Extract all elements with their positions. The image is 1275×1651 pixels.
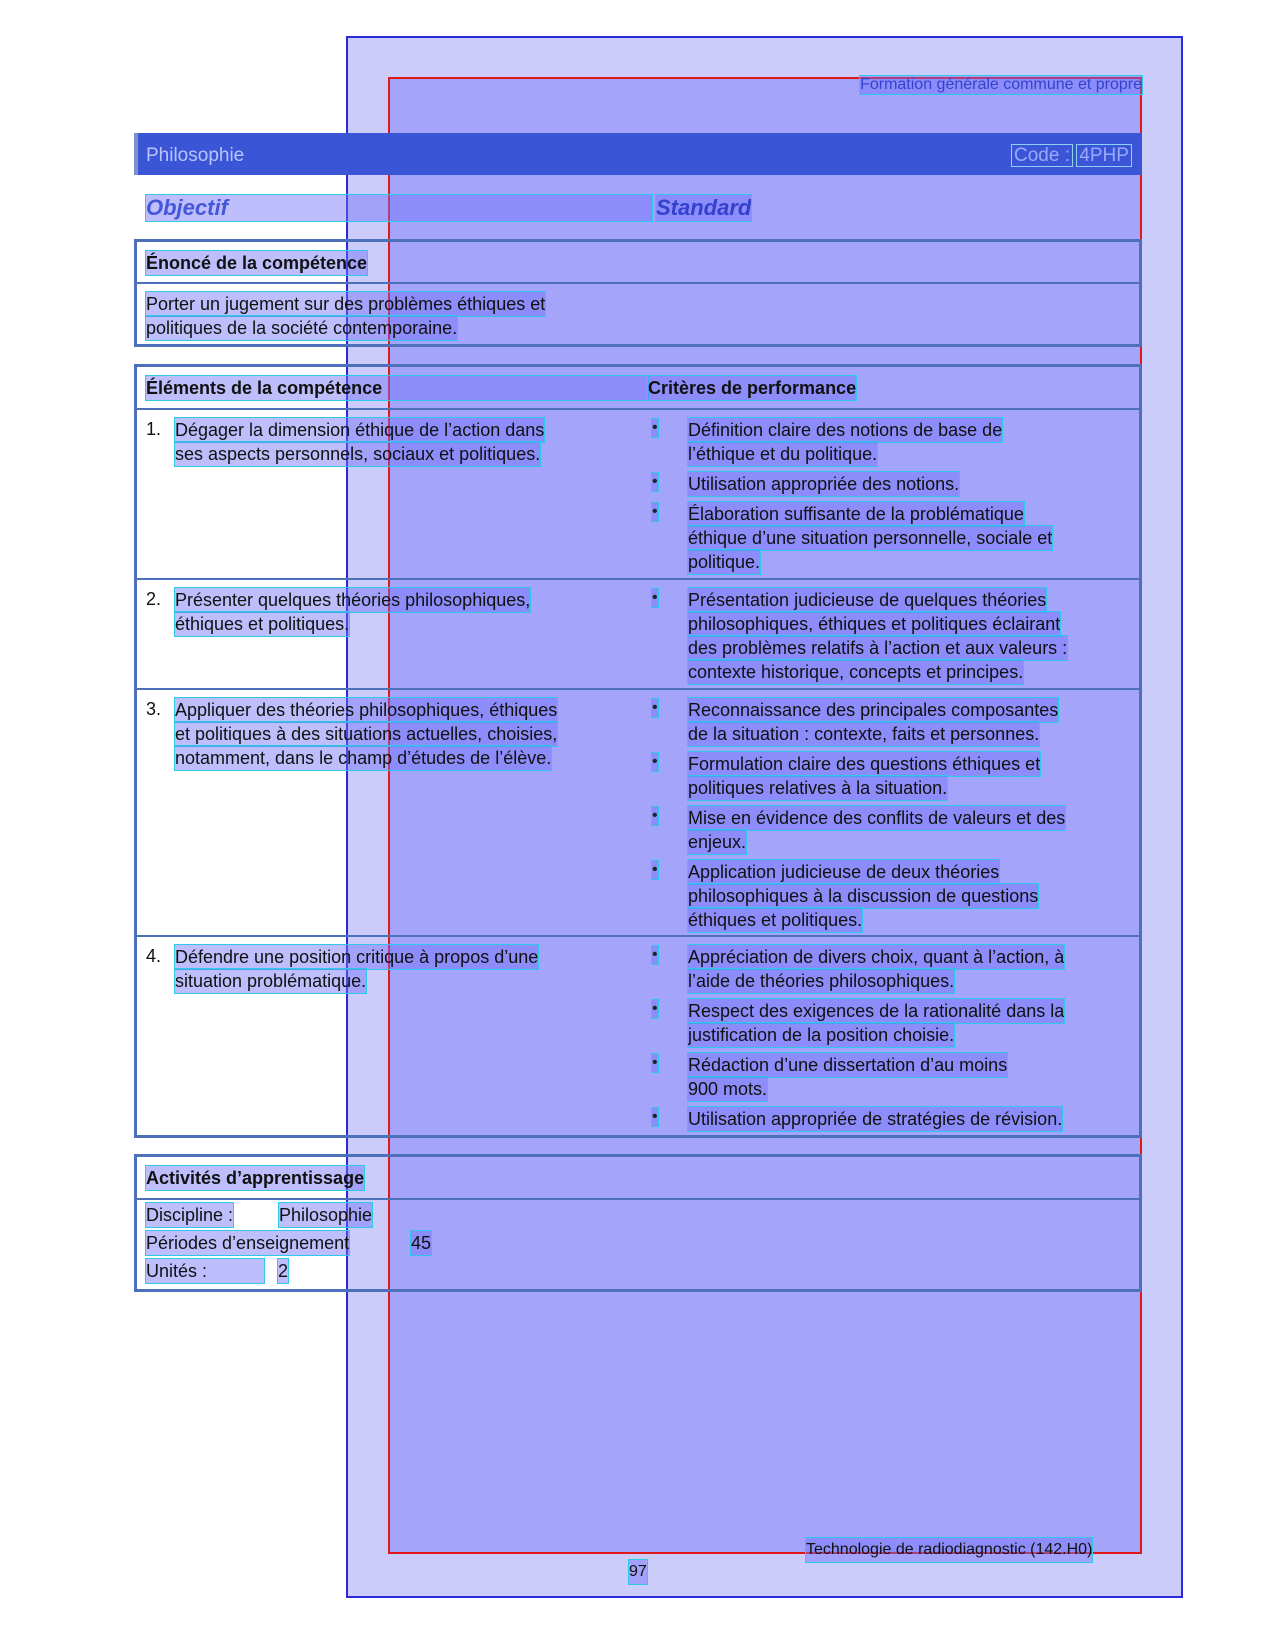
code-label: Code : xyxy=(1014,145,1070,166)
elements-heading: Éléments de la compétence xyxy=(146,376,648,400)
criterion-bullet: • xyxy=(652,589,658,606)
criterion-line: Élaboration suffisante de la problématique xyxy=(688,504,1024,524)
criterion-line: l’éthique et du politique. xyxy=(688,444,878,464)
periodes-value: 45 xyxy=(411,1233,432,1253)
activites-heading: Activités d’apprentissage xyxy=(146,1168,365,1188)
enonce-divider xyxy=(134,282,1142,284)
criterion-line: Formulation claire des questions éthiques et xyxy=(688,754,1041,774)
periodes-label: Périodes d’enseignement xyxy=(146,1233,350,1253)
header-note: Formation générale commune et propre xyxy=(860,76,1142,93)
element-divider-1 xyxy=(134,578,1142,580)
enonce-line-2: politiques de la société contemporaine. xyxy=(146,318,458,338)
criteres-heading: Critères de performance xyxy=(648,378,857,398)
criterion-bullet: • xyxy=(652,753,658,770)
criterion-line: Reconnaissance des principales composantes xyxy=(688,700,1059,720)
element-divider-3 xyxy=(134,935,1142,937)
elements-header-divider xyxy=(134,408,1142,410)
element-text-line: Défendre une position critique à propos d’une xyxy=(175,947,539,967)
element-number: 2. xyxy=(146,589,162,609)
criterion-line: Rédaction d’une dissertation d’au moins xyxy=(688,1055,1008,1075)
criterion-bullet: • xyxy=(652,503,658,520)
footer-program: Technologie de radiodiagnostic (142.H0) xyxy=(806,1538,1092,1562)
element-text-line: notamment, dans le champ d’études de l’élève. xyxy=(175,748,552,768)
course-title: Philosophie xyxy=(146,145,245,166)
criterion-line: politique. xyxy=(688,552,761,572)
discipline-value: Philosophie xyxy=(279,1205,373,1225)
activites-divider xyxy=(134,1198,1142,1200)
criterion-line: Respect des exigences de la rationalité dans la xyxy=(688,1001,1065,1021)
criterion-bullet: • xyxy=(652,861,658,878)
criterion-line: Appréciation de divers choix, quant à l’action, à xyxy=(688,947,1065,967)
element-text-line: ses aspects personnels, sociaux et politiques. xyxy=(175,444,541,464)
code-value: 4PHP xyxy=(1079,145,1129,166)
criterion-line: Définition claire des notions de base de xyxy=(688,420,1003,440)
criterion-line: politiques relatives à la situation. xyxy=(688,778,948,798)
criterion-line: éthiques et politiques. xyxy=(688,910,863,930)
criterion-bullet: • xyxy=(652,1054,658,1071)
criterion-line: contexte historique, concepts et principes. xyxy=(688,662,1024,682)
enonce-heading: Énoncé de la compétence xyxy=(146,253,368,273)
element-divider-2 xyxy=(134,688,1142,690)
criterion-bullet: • xyxy=(652,473,658,490)
element-number: 4. xyxy=(146,946,162,966)
page-number: 97 xyxy=(629,1560,647,1584)
criterion-line: justification de la position choisie. xyxy=(688,1025,955,1045)
element-text-line: Présenter quelques théories philosophiques, xyxy=(175,590,531,610)
element-text-line: Appliquer des théories philosophiques, éthiques xyxy=(175,700,558,720)
unites-label: Unités : xyxy=(146,1259,264,1283)
criterion-line: Présentation judicieuse de quelques théories xyxy=(688,590,1047,610)
element-text-line: et politiques à des situations actuelles, choisies, xyxy=(175,724,558,744)
criterion-bullet: • xyxy=(652,419,658,436)
criterion-bullet: • xyxy=(652,1000,658,1017)
criterion-line: philosophiques, éthiques et politiques éclairant xyxy=(688,614,1061,634)
unites-value: 2 xyxy=(278,1261,289,1281)
course-code xyxy=(1012,145,1131,167)
discipline-label: Discipline : xyxy=(146,1205,234,1225)
criterion-line: Application judicieuse de deux théories xyxy=(688,862,1000,882)
element-number: 3. xyxy=(146,699,162,719)
enonce-line-1: Porter un jugement sur des problèmes éthiques et xyxy=(146,294,546,314)
criterion-line: Mise en évidence des conflits de valeurs et des xyxy=(688,808,1066,828)
element-text-line: éthiques et politiques. xyxy=(175,614,350,634)
criterion-bullet: • xyxy=(652,699,658,716)
criterion-bullet: • xyxy=(652,1108,658,1125)
criterion-line: de la situation : contexte, faits et personnes. xyxy=(688,724,1040,744)
objectif-label: Objectif xyxy=(146,195,652,221)
element-text-line: situation problématique. xyxy=(175,971,367,991)
criterion-bullet: • xyxy=(652,946,658,963)
element-text-line: Dégager la dimension éthique de l’action dans xyxy=(175,420,545,440)
criterion-line: l’aide de théories philosophiques. xyxy=(688,971,955,991)
criterion-line: Utilisation appropriée des notions. xyxy=(688,474,960,494)
criterion-line: philosophiques à la discussion de questions xyxy=(688,886,1039,906)
criterion-line: 900 mots. xyxy=(688,1079,768,1099)
course-title-bar xyxy=(134,133,1142,175)
element-number: 1. xyxy=(146,419,162,439)
criterion-line: enjeux. xyxy=(688,832,747,852)
criterion-line: éthique d’une situation personnelle, sociale et xyxy=(688,528,1053,548)
criterion-line: des problèmes relatifs à l’action et aux valeurs : xyxy=(688,638,1068,658)
criterion-line: Utilisation appropriée de stratégies de révision. xyxy=(688,1109,1063,1129)
standard-label: Standard xyxy=(656,195,752,220)
criterion-bullet: • xyxy=(652,807,658,824)
